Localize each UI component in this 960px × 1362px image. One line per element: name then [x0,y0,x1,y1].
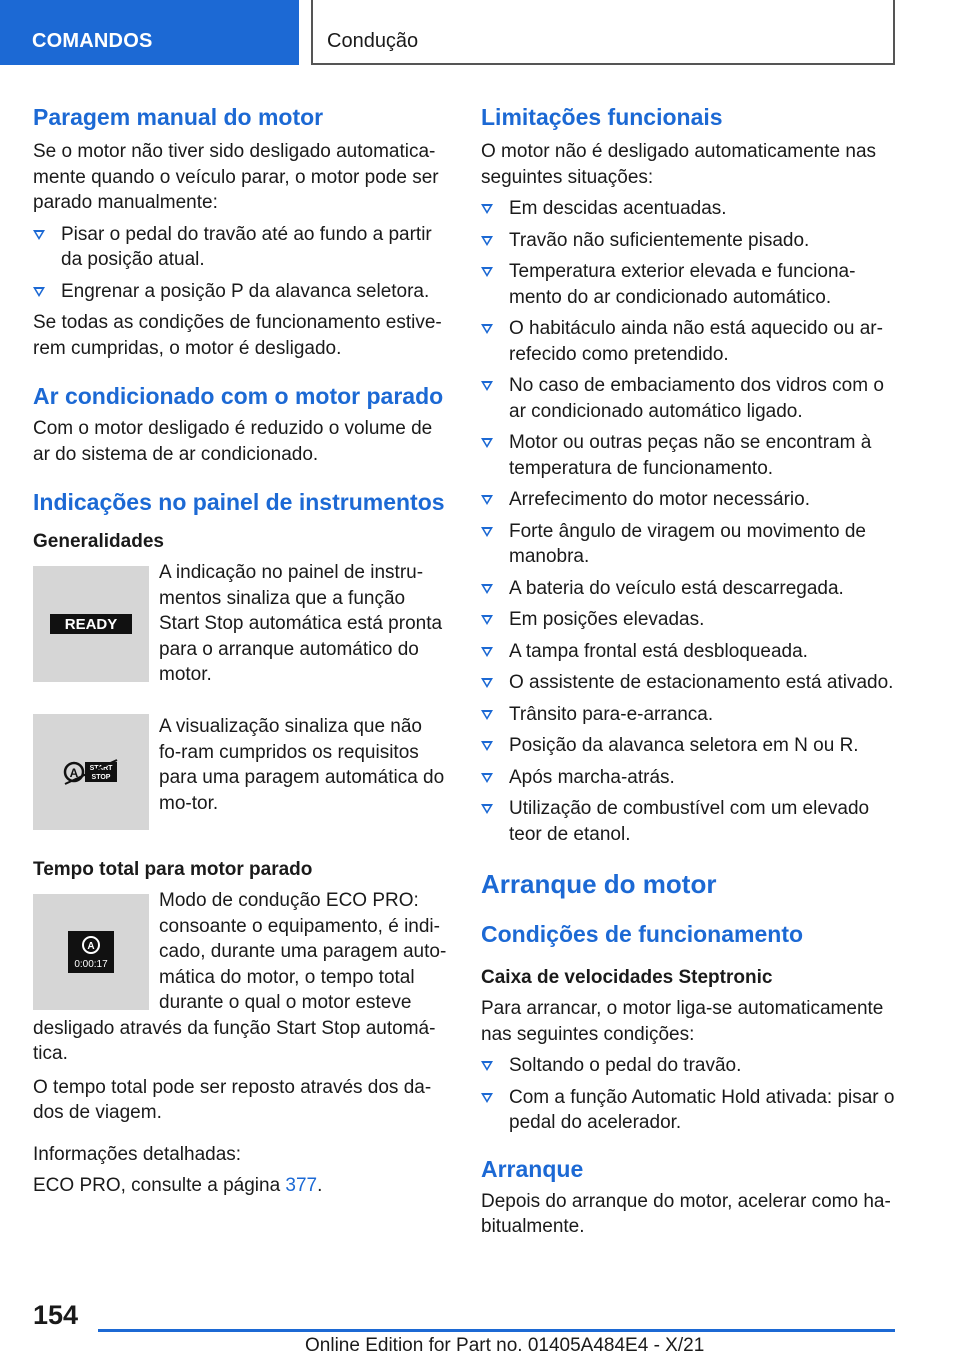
left-column [33,100,447,1199]
triangle-bullet-icon [481,804,493,814]
page-link[interactable]: 377 [285,1175,318,1196]
eco-timer-image [33,894,149,1010]
right-column [481,100,899,1240]
list-item: Com a função Automatic Hold ativada: pisar o pedal do acelerador. [481,1085,899,1136]
svg-text:STOP: STOP [91,774,111,781]
paragraph-limits: O motor não é desligado automaticamente nas seguintes situações: [481,141,877,188]
triangle-bullet-icon [481,438,493,448]
list-item: O assistente de estacionamento está ativado. [481,670,899,696]
start-stop-crossed-icon [63,759,119,785]
chapter-tab-label: Condução [327,30,419,52]
list-item: Forte ângulo de viragem ou movimento de manobra. [481,519,899,570]
paragraph-ac: Com o motor desligado é reduzido o volume de ar do sistema de ar condicionado. [33,418,433,465]
svg-text:READY: READY [64,616,118,633]
figure-ready-text: A indicação no painel de instru-mentos sinaliza que a função Start Stop automática está pronta para o arranque automático do motor. [159,562,443,685]
ready-badge-icon [50,614,132,634]
heading-engine-start: Arranque do motor [481,869,717,899]
list-item: Arrefecimento do motor necessário. [481,487,899,513]
figure-total-time [33,888,447,1067]
list-item: Trânsito para-e-arranca. [481,702,899,728]
figure-start-stop [33,714,447,854]
ready-indicator-image [33,566,149,682]
triangle-bullet-icon [481,381,493,391]
chapter-tab [311,0,895,65]
triangle-bullet-icon [33,230,45,240]
footer-edition: Online Edition for Part no. 01405A484E4 - X/21 [305,1335,705,1356]
footer-divider [98,1329,895,1332]
triangle-bullet-icon [481,324,493,334]
triangle-bullet-icon [481,741,493,751]
triangle-bullet-icon [481,647,493,657]
list-item: A tampa frontal está desbloqueada. [481,639,899,665]
triangle-bullet-icon [481,267,493,277]
list-item: Utilização de combustível com um elevado teor de etanol. [481,796,899,847]
heading-drive-off: Arranque [481,1155,584,1182]
svg-text:A: A [69,766,79,780]
triangle-bullet-icon [33,287,45,297]
triangle-bullet-icon [481,773,493,783]
heading-ac-engine-stopped: Ar condicionado com o motor parado [33,383,444,409]
start-conditions-list [481,1053,899,1136]
figure-total-time-text: Modo de condução ECO PRO: consoante o equipamento, é indi-cado, durante uma paragem auto-mática do motor, o tempo total durante o qual o motor esteve desligado através da função Start Stop automá-tica. [33,890,447,1064]
list-item: Temperatura exterior elevada e funciona-mento do ar condicionado automático. [481,259,899,310]
triangle-bullet-icon [481,495,493,505]
list-item: Travão não suficientemente pisado. [481,228,899,254]
triangle-bullet-icon [481,204,493,214]
list-item: Após marcha-atrás. [481,765,899,791]
list-item: A bateria do veículo está descarregada. [481,576,899,602]
triangle-bullet-icon [481,1061,493,1071]
triangle-bullet-icon [481,615,493,625]
paragraph-drive-off: Depois do arranque do motor, acelerar como ha-bitualmente. [481,1190,891,1237]
figure-start-stop-text: A visualização sinaliza que não fo-ram cumpridos os requisitos para uma paragem automática do mo-tor. [159,716,445,814]
triangle-bullet-icon [481,584,493,594]
page-number: 154 [33,1300,79,1330]
triangle-bullet-icon [481,1093,493,1103]
list-item: O habitáculo ainda não está aquecido ou ar-refecido como pretendido. [481,316,899,367]
list-item: Engrenar a posição P da alavanca seletora. [33,279,447,305]
triangle-bullet-icon [481,678,493,688]
paragraph-manual-stop: Se o motor não tiver sido desligado automatica-mente quando o veículo parar, o motor pode ser parado manualmente: [33,141,439,213]
limits-list [481,196,899,847]
manual-stop-list [33,222,447,305]
paragraph-conditions-met: Se todas as condições de funcionamento estive-rem cumpridas, o motor é desligado. [33,312,442,359]
paragraph-reset: O tempo total pode ser reposto através dos da-dos de viagem. [33,1076,432,1123]
heading-manual-stop: Paragem manual do motor [33,104,324,130]
heading-operating-conditions: Condições de funcionamento [481,921,804,947]
list-item: Posição da alavanca seletora em N ou R. [481,733,899,759]
auto-stop-timer-icon [68,931,114,973]
heading-general: Generalidades [33,531,164,552]
list-item: No caso de embaciamento dos vidros com o ar condicionado automático ligado. [481,373,899,424]
svg-text:A: A [87,941,95,952]
section-tab [0,0,299,65]
heading-instrument-indications: Indicações no painel de instrumentos [33,489,445,515]
svg-text:0:00:17: 0:00:17 [74,959,108,970]
paragraph-more-info: Informações detalhadas: [33,1143,242,1165]
list-item: Em descidas acentuadas. [481,196,899,222]
triangle-bullet-icon [481,527,493,537]
list-item: Em posições elevadas. [481,607,899,633]
start-stop-indicator-image [33,714,149,830]
heading-functional-limits: Limitações funcionais [481,104,723,130]
section-tab-label: COMANDOS [32,30,153,52]
list-item: Pisar o pedal do travão até ao fundo a partir da posição atual. [33,222,447,273]
svg-text:START: START [89,765,113,772]
heading-total-time: Tempo total para motor parado [33,859,313,880]
list-item: Soltando o pedal do travão. [481,1053,899,1079]
figure-ready [33,560,447,700]
triangle-bullet-icon [481,236,493,246]
paragraph-steptronic: Para arrancar, o motor liga-se automaticamente nas seguintes condições: [481,998,884,1045]
list-item: Motor ou outras peças não se encontram à temperatura de funcionamento. [481,430,899,481]
triangle-bullet-icon [481,710,493,720]
heading-steptronic: Caixa de velocidades Steptronic [481,967,773,988]
paragraph-eco-pro-ref: ECO PRO, consulte a página 377. [33,1175,323,1196]
